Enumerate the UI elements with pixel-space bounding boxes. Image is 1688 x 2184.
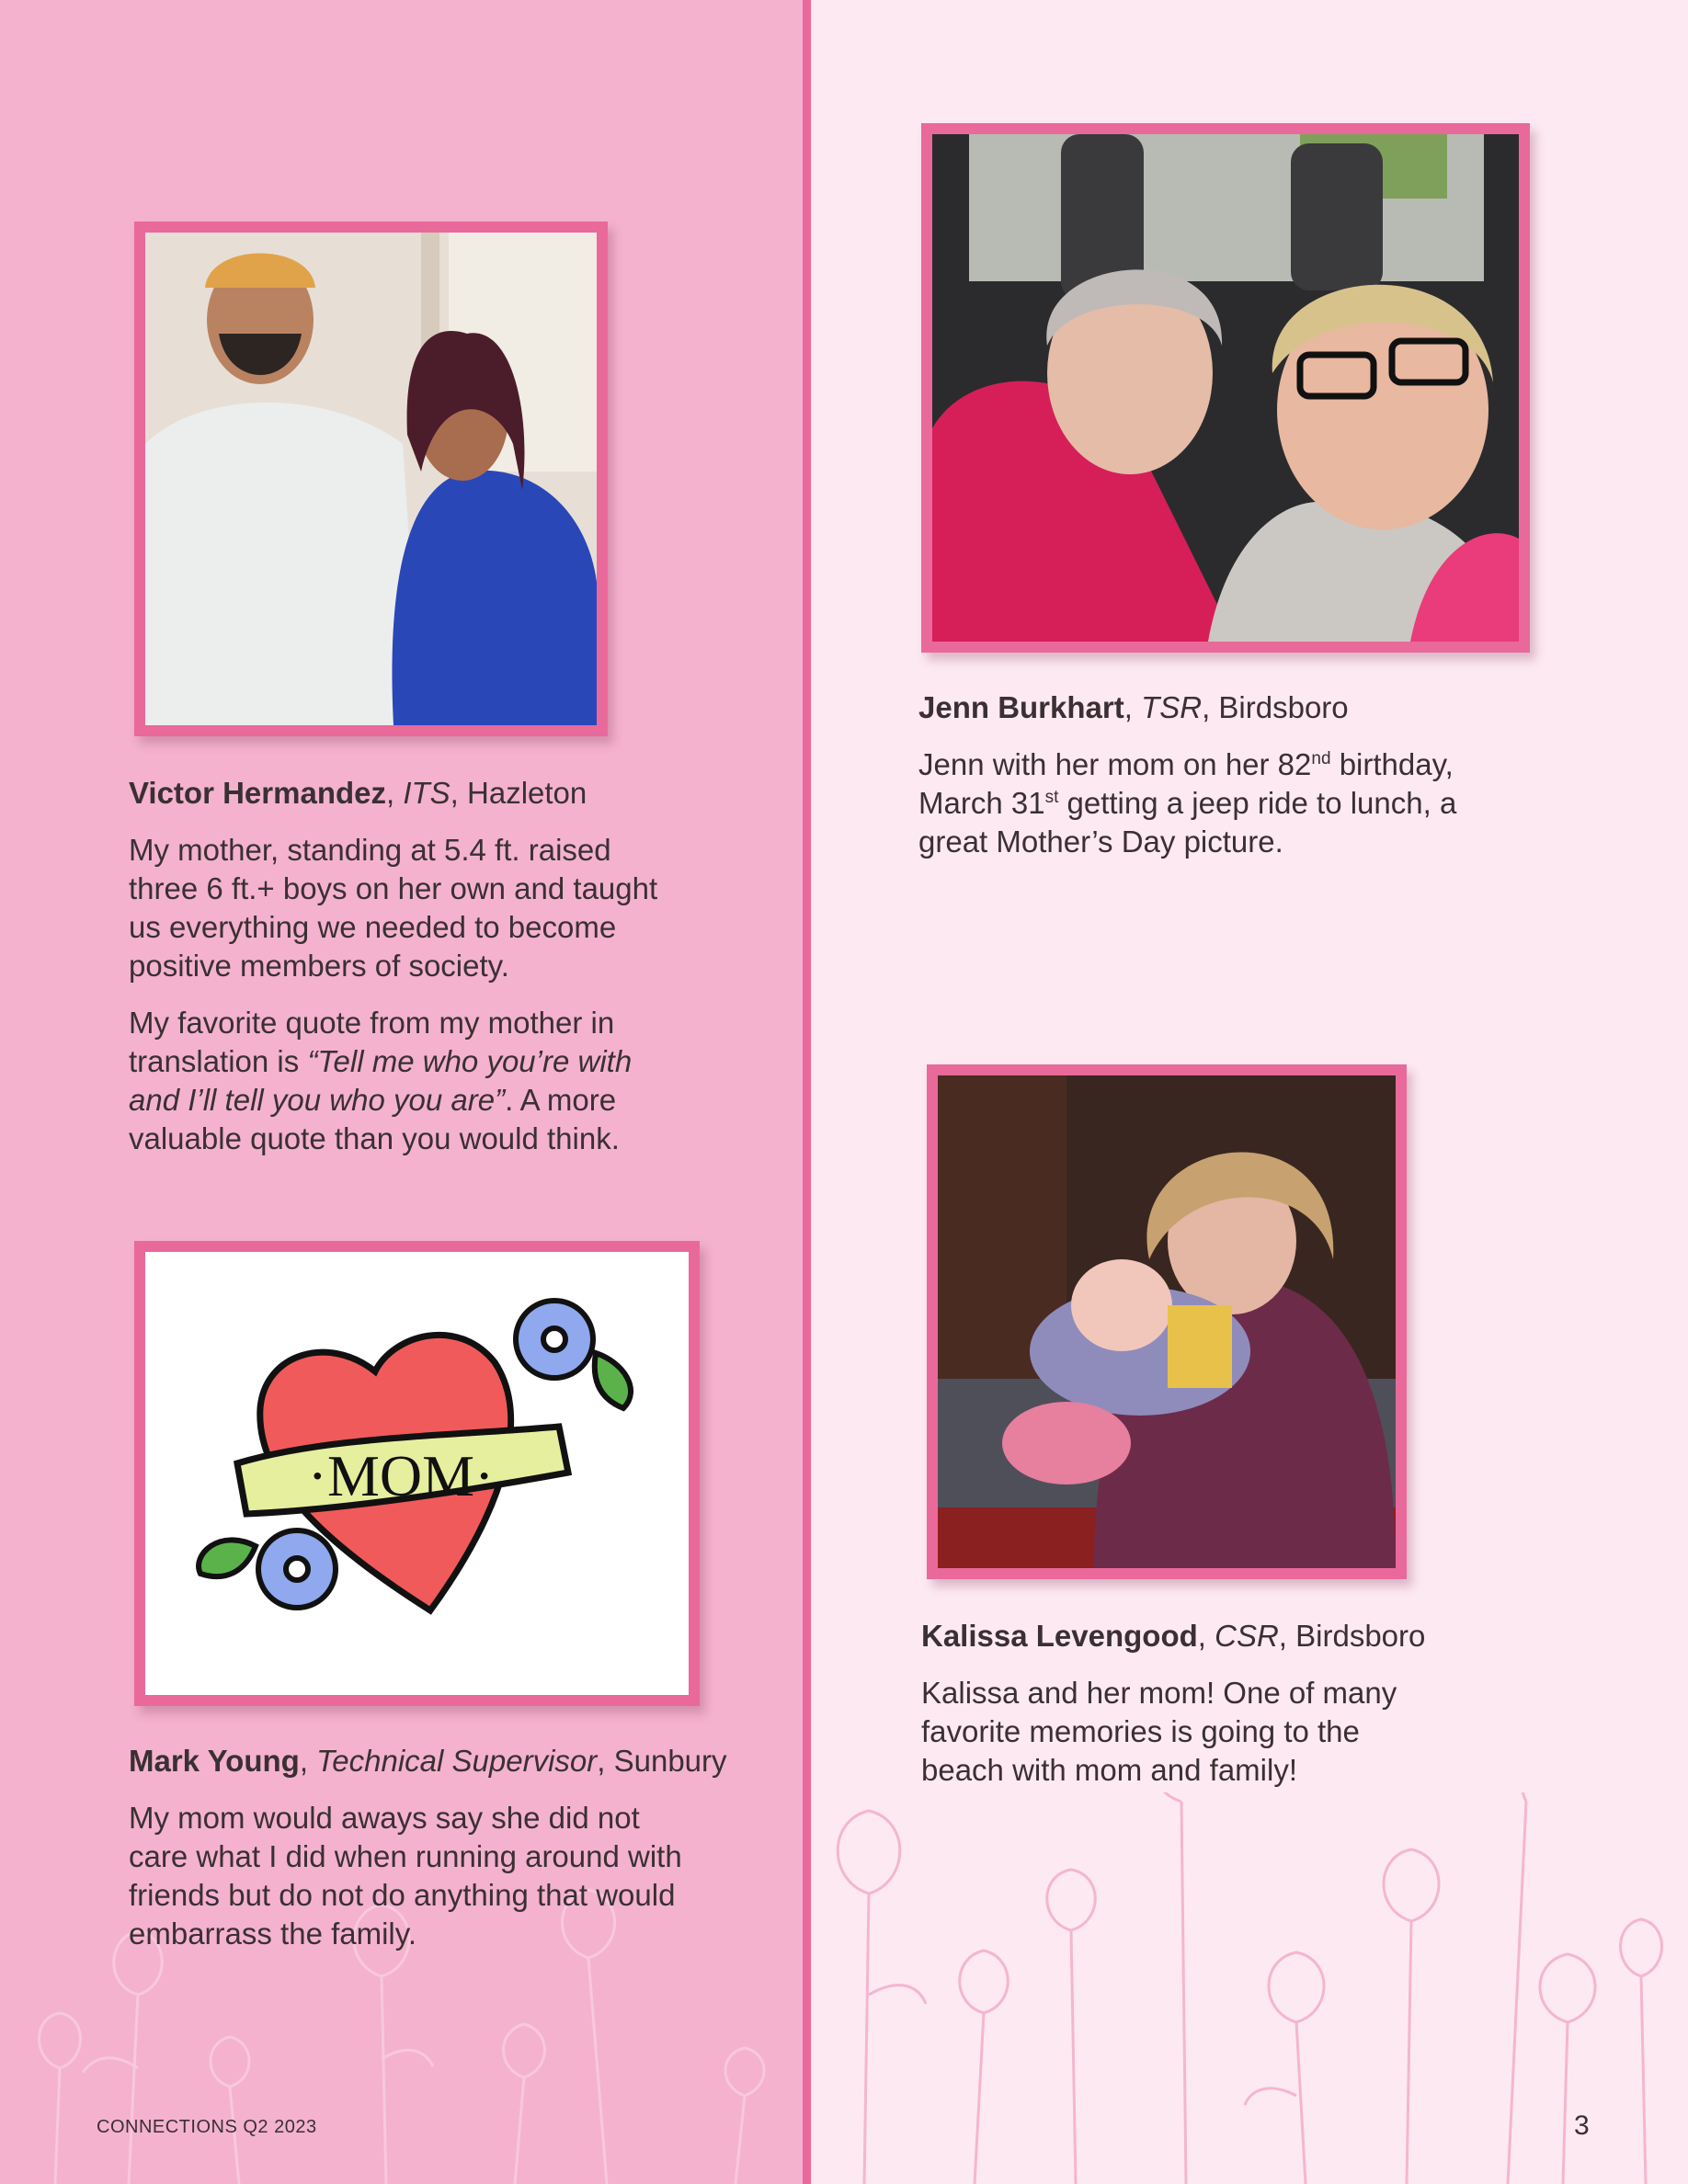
kalissa-caption xyxy=(921,1617,1436,1808)
mark-name-line: Mark Young, Technical Supervisor, Sunbury xyxy=(129,1744,727,1778)
mark-name: Mark Young xyxy=(129,1744,300,1778)
mark-paragraph-1: My mom would aways say she did not care what I did when running around with friends but do not do anything that would embarrass the family. xyxy=(129,1801,682,1951)
page-number: 3 xyxy=(1574,2110,1590,2141)
mark-caption xyxy=(129,1742,736,1972)
jenn-photo xyxy=(932,134,1519,642)
victor-photo xyxy=(145,233,597,725)
victor-paragraph-1: My mother, standing at 5.4 ft. raised three 6 ft.+ boys on her own and taught us everything we needed to become positive members of society. xyxy=(129,833,658,983)
victor-name: Victor Hermandez xyxy=(129,776,386,810)
jenn-title: TSR xyxy=(1141,690,1203,724)
victor-title: ITS xyxy=(403,776,451,810)
jenn-paragraph-1: Jenn with her mom on her 82nd birthday, March 31st getting a jeep ride to lunch, a great Mother’s Day picture. xyxy=(918,747,1457,859)
mom-tattoo-image xyxy=(145,1252,689,1695)
kalissa-location: Birdsboro xyxy=(1295,1619,1426,1653)
jenn-name: Jenn Burkhart xyxy=(918,690,1124,724)
victor-photo-frame xyxy=(134,222,608,736)
kalissa-title: CSR xyxy=(1215,1619,1279,1653)
victor-quote: “Tell me who you’re with and I’ll tell you who you are” xyxy=(129,1044,633,1117)
victor-caption xyxy=(129,774,680,1177)
kalissa-photo-frame xyxy=(927,1064,1407,1579)
victor-paragraph-2: My favorite quote from my mother in translation is “Tell me who you’re with and I’ll tell you who you are”. A more valuable quote than you would think. xyxy=(129,1006,633,1155)
mark-location: Sunbury xyxy=(613,1744,727,1778)
mom-tattoo-text: ·MOM· xyxy=(307,1443,495,1508)
kalissa-name-line: Kalissa Levengood, CSR, Birdsboro xyxy=(921,1619,1426,1653)
kalissa-name: Kalissa Levengood xyxy=(921,1619,1198,1653)
jenn-name-line: Jenn Burkhart, TSR, Birdsboro xyxy=(918,690,1349,724)
victor-location: Hazleton xyxy=(467,776,587,810)
kalissa-photo xyxy=(938,1075,1396,1568)
jenn-caption xyxy=(918,688,1488,880)
victor-name-line: Victor Hermandez, ITS, Hazleton xyxy=(129,776,587,810)
mark-title: Technical Supervisor xyxy=(316,1744,598,1778)
kalissa-paragraph-1: Kalissa and her mom! One of many favorite memories is going to the beach with mom and family! xyxy=(921,1676,1397,1787)
jenn-photo-frame xyxy=(921,123,1530,653)
publication-footer: CONNECTIONS Q2 2023 xyxy=(97,2117,317,2137)
center-divider xyxy=(803,0,811,2184)
jenn-location: Birdsboro xyxy=(1218,690,1349,724)
mom-tattoo-frame xyxy=(134,1241,700,1706)
